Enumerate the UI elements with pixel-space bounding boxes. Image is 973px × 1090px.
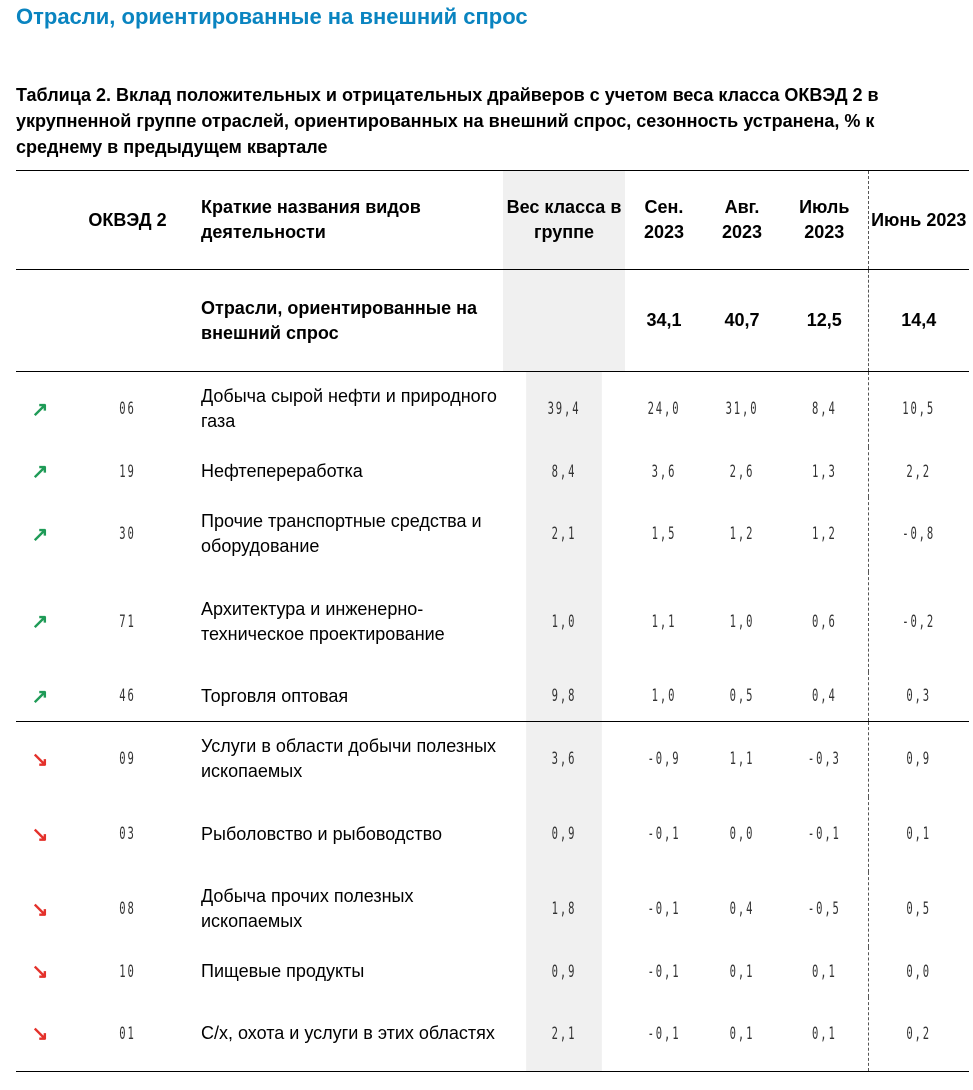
header-jul: Июль 2023 — [781, 171, 868, 270]
header-aug: Авг. 2023 — [703, 171, 781, 270]
sep-value: 1,1 — [651, 611, 677, 632]
okved-code: 08 — [119, 899, 136, 919]
jun-value: 0,5 — [887, 872, 950, 947]
drivers-table — [16, 170, 969, 1072]
table-row — [16, 572, 969, 672]
aug-value: 31,0 — [725, 399, 759, 420]
aug-value: 1,0 — [729, 611, 755, 632]
table-row — [16, 722, 969, 797]
trend-down-icon: ↘ — [16, 997, 64, 1072]
aug-value: 0,0 — [729, 824, 755, 844]
aug-value: 1,1 — [729, 749, 755, 770]
header-okved: ОКВЭД 2 — [64, 171, 191, 270]
aug-value: 0,1 — [729, 961, 755, 982]
okved-code: 09 — [119, 749, 136, 770]
weight-value: 0,9 — [526, 797, 602, 872]
jun-value: 10,5 — [887, 372, 950, 447]
table-header-row — [16, 171, 969, 270]
header-arrow — [16, 171, 64, 270]
activity-name: Добыча прочих полезных ископаемых — [201, 886, 414, 931]
header-jun: Июнь 2023 — [868, 171, 969, 270]
okved-code: 06 — [119, 399, 136, 420]
trend-down-icon: ↘ — [31, 961, 49, 983]
okved-code: 03 — [119, 824, 136, 844]
activity-name: Архитектура и инженерно-техническое проектирование — [201, 598, 445, 644]
weight-value: 2,1 — [526, 997, 602, 1072]
activity-name: Рыболовство и рыбоводство — [201, 823, 442, 844]
total-name: Отрасли, ориентированные на внешний спрос — [191, 270, 503, 372]
jul-value: 1,3 — [812, 461, 837, 482]
total-aug: 40,7 — [703, 270, 781, 372]
sep-value: -0,1 — [647, 961, 681, 982]
weight-value: 9,8 — [526, 672, 602, 722]
sep-value: 3,6 — [651, 461, 677, 482]
sep-value: -0,9 — [647, 749, 681, 770]
jul-value: 0,1 — [812, 961, 837, 982]
okved-code: 10 — [119, 961, 136, 982]
okved-code: 30 — [119, 524, 136, 544]
sep-value: -0,1 — [640, 997, 688, 1072]
jul-value: 0,6 — [812, 611, 837, 632]
jul-value: -0,3 — [807, 749, 841, 770]
jul-value: 0,4 — [798, 672, 852, 722]
sep-value: -0,1 — [647, 899, 681, 919]
table-row — [16, 947, 969, 997]
trend-down-icon: ↘ — [31, 898, 49, 921]
weight-value: 39,4 — [526, 372, 602, 447]
activity-name: С/х, охота и услуги в этих областях — [191, 997, 503, 1072]
weight-value: 8,4 — [526, 447, 602, 497]
sep-value: 1,5 — [651, 524, 677, 544]
sep-value: 24,0 — [647, 399, 681, 420]
header-sep: Сен. 2023 — [625, 171, 703, 270]
jul-value: 1,2 — [812, 524, 837, 544]
table-row — [16, 797, 969, 872]
activity-name: Услуги в области добычи полезных ископаемых — [201, 736, 497, 782]
activity-name: Нефтепереработка — [201, 461, 363, 481]
table-row — [16, 497, 969, 572]
weight-value: 1,0 — [526, 572, 602, 672]
total-jul: 12,5 — [781, 270, 868, 372]
trend-up-icon: ↗ — [31, 611, 49, 633]
weight-value: 3,6 — [526, 722, 602, 797]
jul-value: -0,1 — [807, 824, 841, 844]
aug-value: 2,6 — [729, 461, 755, 482]
trend-down-icon: ↘ — [31, 748, 49, 771]
jul-value: 8,4 — [812, 399, 837, 420]
aug-value: 1,2 — [729, 524, 755, 544]
header-weight: Вес класса в группе — [503, 171, 625, 270]
jun-value: 0,2 — [887, 997, 950, 1072]
weight-value: 1,8 — [526, 872, 602, 947]
okved-code: 46 — [88, 672, 167, 722]
okved-code: 01 — [88, 997, 167, 1072]
trend-up-icon: ↗ — [31, 398, 49, 421]
aug-value: 0,1 — [718, 997, 766, 1072]
weight-value: 2,1 — [526, 497, 602, 572]
trend-down-icon: ↘ — [31, 823, 49, 846]
jun-value: -0,2 — [887, 572, 950, 672]
jul-value: -0,5 — [807, 899, 841, 919]
activity-name: Торговля оптовая — [191, 672, 503, 722]
activity-name: Прочие транспортные средства и оборудование — [201, 511, 482, 556]
activity-name: Добыча сырой нефти и природного газа — [201, 386, 497, 432]
jun-value: 0,3 — [887, 672, 950, 722]
jun-value: 2,2 — [887, 447, 950, 497]
sep-value: 1,0 — [640, 672, 688, 722]
table-row — [16, 672, 969, 722]
total-sep: 34,1 — [625, 270, 703, 372]
total-row — [16, 270, 969, 372]
header-name: Краткие названия видов деятельности — [191, 171, 503, 270]
total-jun: 14,4 — [868, 270, 969, 372]
sep-value: -0,1 — [647, 824, 681, 844]
jul-value: 0,1 — [798, 997, 852, 1072]
table-caption: Таблица 2. Вклад положительных и отрицательных драйверов с учетом веса класса ОКВЭД 2 в укрупненной группе отраслей, ориентированных на внешний спрос, сезонность устранена, % к среднему в предыдущем квартале — [16, 85, 879, 157]
trend-up-icon: ↗ — [31, 523, 49, 546]
weight-value: 0,9 — [526, 947, 602, 997]
table-row — [16, 372, 969, 447]
table-row — [16, 447, 969, 497]
trend-up-icon: ↗ — [31, 461, 49, 483]
table-row — [16, 997, 969, 1072]
aug-value: 0,5 — [718, 672, 766, 722]
trend-up-icon: ↗ — [16, 672, 64, 722]
activity-name: Пищевые продукты — [201, 961, 365, 981]
okved-code: 19 — [119, 461, 136, 482]
aug-value: 0,4 — [729, 899, 755, 919]
jun-value: -0,8 — [887, 497, 950, 572]
table-row — [16, 872, 969, 947]
section-title: Отрасли, ориентированные на внешний спрос — [16, 4, 528, 29]
okved-code: 71 — [119, 611, 136, 632]
jun-value: 0,0 — [887, 947, 950, 997]
jun-value: 0,1 — [887, 797, 950, 872]
jun-value: 0,9 — [887, 722, 950, 797]
